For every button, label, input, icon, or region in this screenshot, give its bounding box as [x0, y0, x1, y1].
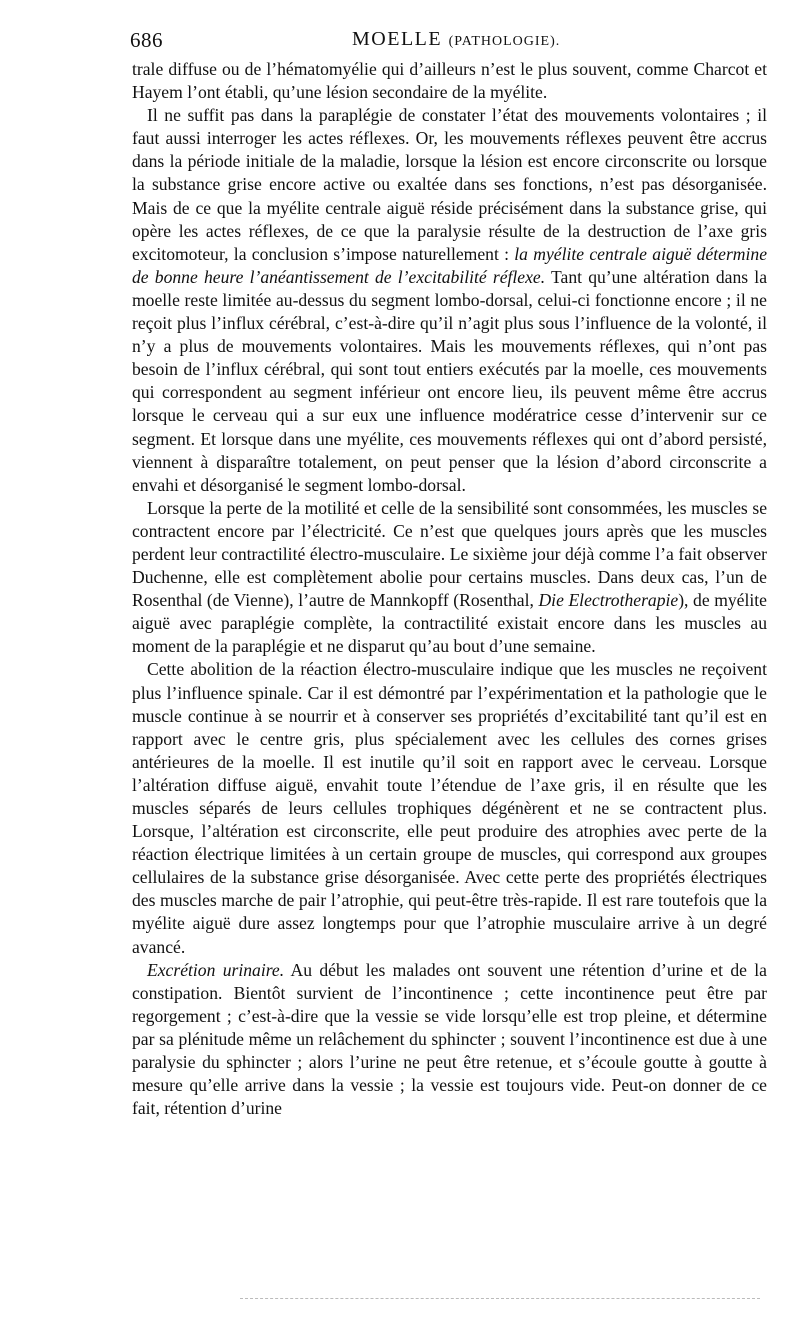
- text-run: Il ne suffit pas dans la paraplégie de constater l’état des mouvements volontaires ; il faut aussi interroger les actes réflexes. Or, les mouvements réflexes peuvent être accrus dans la période initiale de la maladie, lorsque la lésion est encore circonscrite ou lorsque la substance grise encore active ou exaltée dans ses fonctions, n’est pas désorganisée. Mais de ce que la myélite centrale aiguë réside précisément dans la substance grise, qui opère les actes réflexes, de ce que la paralysie résulte de la destruction de l’axe gris excitomoteur, la conclusion s’impose naturellement :: [132, 105, 767, 264]
- italic-run: Excrétion urinaire.: [147, 959, 285, 980]
- text-run: Au début les malades ont souvent une rétention d’urine et de la constipation. Bientôt survient de l’incontinence ; cette incontinence peut être par regorgement ; c’est-à-dire que la vessie se vide lorsqu’elle est trop pleine, et détermine par sa plénitude même un relâchement du sphincter ; souvent l’incontinence est due à une paralysie du sphincter ; alors l’urine ne peut être retenue, et s’écoule goutte à goutte à mesure qu’elle arrive dans la vessie ; la vessie est toujours vide. Peut-on donner de ce fait, rétention d’urine: [132, 959, 767, 1119]
- paragraph: [132, 959, 767, 1121]
- text-run: ), de myélite aiguë avec paraplégie complète, la contractilité existait encore dans les muscles au moment de la paraplégie et ne disparut qu’au bout d’une semaine.: [132, 590, 767, 657]
- text-run: Tant qu’une altération dans la moelle reste limitée au-dessus du segment lombo-dorsal, celui-ci fonctionne encore ; il ne reçoit plus l’influx cérébral, c’est-à-dire qu’il n’agit plus sous l’influence de la volonté, il n’y a plus de mouvements volontaires. Mais les mouvements réflexes, qui n’ont pas besoin de l’influx cérébral, qui sont tout entiers exécutés par la moelle, ces mouvements qui correspondent au segment inférieur ont encore lieu, ils peuvent même être accrus lorsque le cerveau qui a sur eux une influence modératrice cesse d’intervenir sur ce segment. Et lorsque dans une myélite, ces mouvements réflexes qui ont d’abord persisté, viennent à disparaître totalement, on peut penser que la lésion d’abord circonscrite a envahi et désorganisé le segment lombo-dorsal.: [132, 266, 768, 495]
- text-run: Lorsque la perte de la motilité et celle de la sensibilité sont consommées, les muscles se contractent encore par l’électricité. Ce n’est que quelques jours après que les muscles perdent leur contractilité électro-musculaire. Le sixième jour déjà comme l’a fait observer Duchenne, elle est complètement abolie pour certains muscles. Dans deux cas, l’un de Rosenthal (de Vienne), l’autre de Mannkopff (Rosenthal,: [132, 497, 767, 611]
- italic-run: la myélite centrale aiguë détermine de bonne heure l’anéantissement de l’excitabilité réflexe.: [132, 243, 768, 287]
- footer-rule: [240, 1298, 760, 1299]
- running-head-subtitle: (PATHOLOGIE).: [448, 34, 561, 49]
- text-run: trale diffuse ou de l’hématomyélie qui d’ailleurs n’est le plus souvent, comme Charcot et Hayem l’ont établi, qu’une lésion secondaire de la myélite.: [132, 59, 767, 103]
- running-head: [352, 28, 560, 51]
- italic-run: Die Electrotherapie: [538, 590, 679, 611]
- body-text: [132, 58, 767, 1120]
- running-head-title: MOELLE: [352, 28, 443, 50]
- page-number: 686: [130, 28, 163, 52]
- paragraph: [132, 104, 767, 497]
- paragraph: [132, 658, 767, 958]
- paragraph: [132, 497, 767, 659]
- text-run: Cette abolition de la réaction électro-musculaire indique que les muscles ne reçoivent plus l’influence spinale. Car il est démontré par l’expérimentation et la pathologie que le muscle continue à se nourrir et à conserver ses propriétés d’excitabilité tant qu’il est en rapport avec le centre gris, plus spécialement avec les cellules des cornes grises antérieures de la moelle. Il est inutile qu’il soit en rapport avec le cerveau. Lorsque l’altération diffuse aiguë, envahit toute l’étendue de l’axe gris, il en résulte que les muscles séparés de leurs cellules trophiques dégénèrent et ne se contractent plus. Lorsque, l’altération est circonscrite, elle peut produire des atrophies avec perte de la réaction électrique limitées à un certain groupe de muscles, qui correspond aux groupes cellulaires de la substance grise désorganisée. Avec cette perte des propriétés électriques des muscles marche de pair l’atrophie, qui peut-être très-rapide. Il est rare toutefois que la myélite aiguë dure assez longtemps pour que l’atrophie musculaire arrive à un degré avancé.: [132, 659, 767, 957]
- page-header: [130, 28, 770, 54]
- paragraph: [132, 58, 767, 104]
